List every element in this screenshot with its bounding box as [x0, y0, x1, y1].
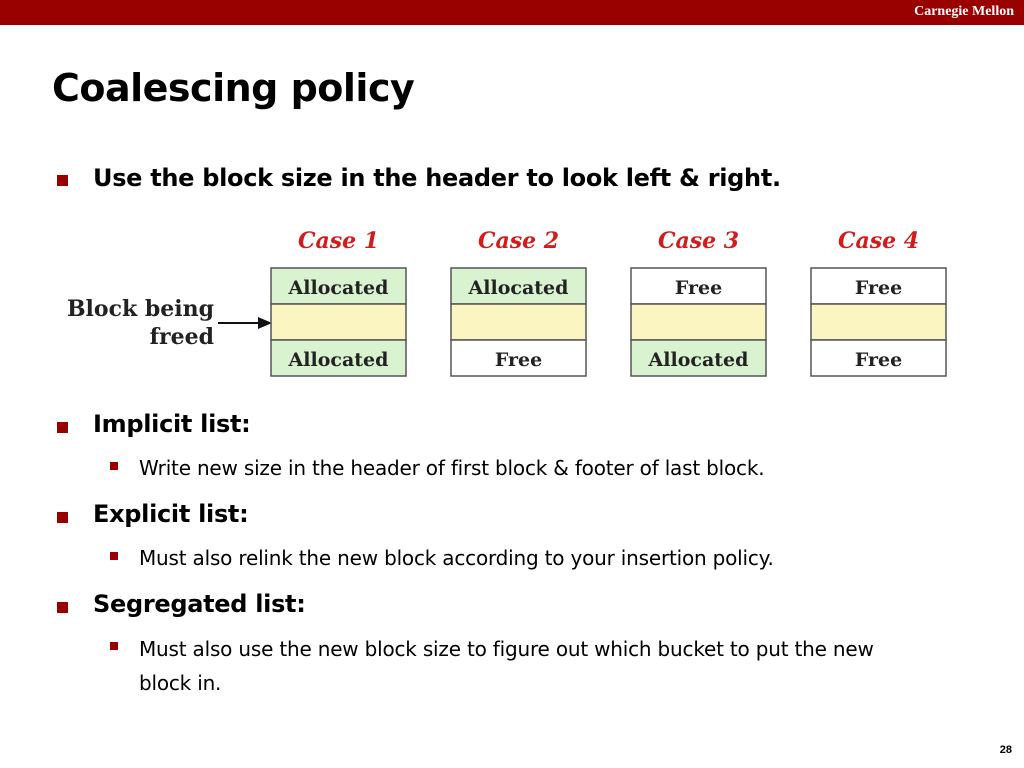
slide-title: Coalescing policy [52, 66, 415, 110]
case-top-block-label: Free [854, 277, 903, 299]
brand-label: Carnegie Mellon [914, 4, 1014, 19]
bullet-heading-implicit: Implicit list: [93, 410, 251, 438]
bullet-heading-segregated: Segregated list: [93, 590, 306, 618]
case-label: Case 4 [837, 228, 920, 254]
cases-group [271, 228, 946, 376]
case-1 [271, 228, 406, 376]
case-label: Case 2 [477, 228, 560, 254]
case-top-block-label: Allocated [288, 277, 389, 299]
page-number: 28 [999, 744, 1012, 756]
arrow-head-icon [258, 317, 272, 329]
case-label: Case 1 [297, 228, 380, 254]
bullet-heading-explicit: Explicit list: [93, 500, 249, 528]
bullet-sub-explicit: Must also relink the new block according to your insertion policy. [139, 546, 774, 570]
case-bottom-block-label: Free [494, 349, 543, 371]
sub-bullet-icon [110, 642, 118, 650]
case-bottom-block-label: Allocated [288, 349, 389, 371]
case-bottom-block-label: Allocated [648, 349, 749, 371]
sub-bullet-icon [110, 552, 118, 560]
case-4 [811, 228, 946, 376]
sub-bullet-icon [110, 462, 118, 470]
block-label-line2: freed [149, 324, 214, 350]
case-2 [451, 228, 586, 376]
bullet-square-icon [57, 422, 68, 433]
case-label: Case 3 [657, 228, 740, 254]
case-freed-block [271, 304, 406, 340]
case-freed-block [811, 304, 946, 340]
block-label-line1: Block being [66, 296, 214, 322]
case-freed-block [451, 304, 586, 340]
case-freed-block [631, 304, 766, 340]
case-top-block-label: Allocated [468, 277, 569, 299]
case-3 [631, 228, 766, 376]
bullet-square-icon [57, 512, 68, 523]
case-top-block-label: Free [674, 277, 723, 299]
bullet-sub-implicit: Write new size in the header of first block & footer of last block. [139, 456, 765, 480]
case-bottom-block-label: Free [854, 349, 903, 371]
bullet-square-icon [57, 602, 68, 613]
bullet-sub-segregated: Must also use the new block size to figure out which bucket to put the new block in. [139, 637, 874, 695]
intro-bullet: Use the block size in the header to look left & right. [93, 164, 781, 192]
